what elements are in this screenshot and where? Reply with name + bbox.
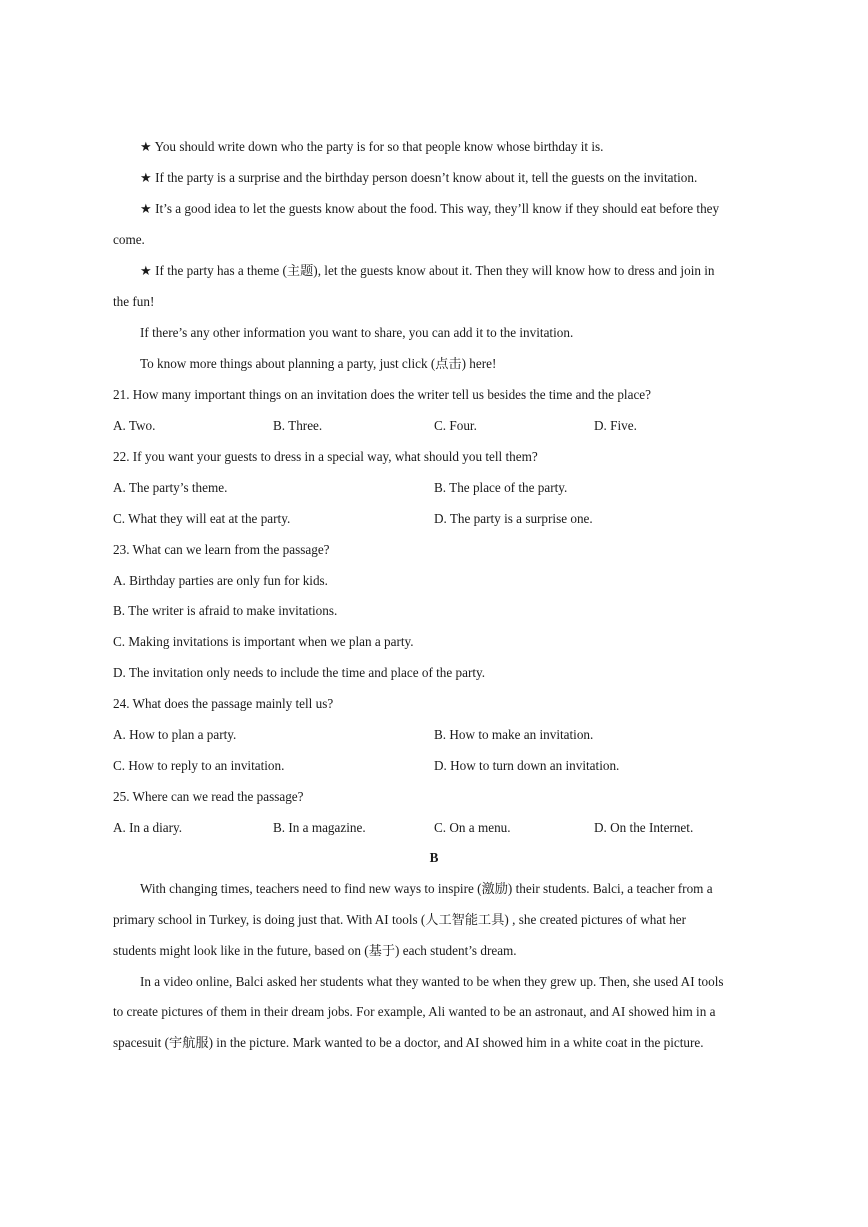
question-23-option-a: A. Birthday parties are only fun for kids. [113,573,328,588]
question-25-option-c: C. On a menu. [434,820,511,835]
passage-b-p2-line1: In a video online, Balci asked her students what they wanted to be when they grew up. Then, she used AI tools [140,974,724,989]
question-25-option-b: B. In a magazine. [273,820,366,835]
question-23-stem: 23. What can we learn from the passage? [113,542,330,557]
question-25-stem: 25. Where can we read the passage? [113,789,304,804]
question-23-option-d: D. The invitation only needs to include the time and place of the party. [113,665,486,680]
section-b-heading: B [429,850,439,865]
passage-b-p1-line3: students might look like in the future, based on (基于) each student’s dream. [113,943,517,958]
question-24-option-a: A. How to plan a party. [113,727,237,742]
other-info-paragraph: If there’s any other information you want to share, you can add it to the invitation. [140,325,574,340]
question-21-option-d: D. Five. [594,418,637,433]
question-24-option-d: D. How to turn down an invitation. [434,758,620,773]
passage-b-p2-line3: spacesuit (宇航服) in the picture. Mark wanted to be a doctor, and AI showed him in a white coat in the picture. [113,1035,704,1050]
tip-surprise: ★ If the party is a surprise and the birthday person doesn’t know about it, tell the guests on the invitation. [140,170,698,185]
tip-theme-line1: ★ If the party has a theme (主题), let the guests know about it. Then they will know how to dress and join in [140,263,715,278]
question-25-option-d: D. On the Internet. [594,820,694,835]
question-25-option-a: A. In a diary. [113,820,183,835]
question-24-option-b: B. How to make an invitation. [434,727,594,742]
question-22-option-c: C. What they will eat at the party. [113,511,291,526]
click-here-paragraph: To know more things about planning a party, just click (点击) here! [140,356,497,371]
tip-whose-birthday: ★ You should write down who the party is for so that people know whose birthday it is. [140,139,604,154]
question-24-option-c: C. How to reply to an invitation. [113,758,285,773]
tip-theme-line2: the fun! [113,294,155,309]
passage-b-p1-line2: primary school in Turkey, is doing just that. With AI tools (人工智能工具) , she created pictures of what her [113,912,687,927]
question-23-option-c: C. Making invitations is important when we plan a party. [113,634,414,649]
tip-food-line2: come. [113,232,145,247]
passage-b-p2-line2: to create pictures of them in their dream jobs. For example, Ali wanted to be an astronaut, and AI showed him in a [113,1004,716,1019]
question-21-stem: 21. How many important things on an invitation does the writer tell us besides the time and the place? [113,387,652,402]
question-21-option-a: A. Two. [113,418,156,433]
tip-food-line1: ★ It’s a good idea to let the guests know about the food. This way, they’ll know if they should eat before they [140,201,720,216]
question-24-stem: 24. What does the passage mainly tell us? [113,696,334,711]
question-21-option-b: B. Three. [273,418,323,433]
question-22-option-b: B. The place of the party. [434,480,568,495]
passage-b-p1-line1: With changing times, teachers need to find new ways to inspire (激励) their students. Balci, a teacher from a [140,881,713,896]
question-22-option-a: A. The party’s theme. [113,480,228,495]
question-22-option-d: D. The party is a surprise one. [434,511,593,526]
question-22-stem: 22. If you want your guests to dress in a special way, what should you tell them? [113,449,538,464]
question-21-option-c: C. Four. [434,418,477,433]
question-23-option-b: B. The writer is afraid to make invitations. [113,603,338,618]
